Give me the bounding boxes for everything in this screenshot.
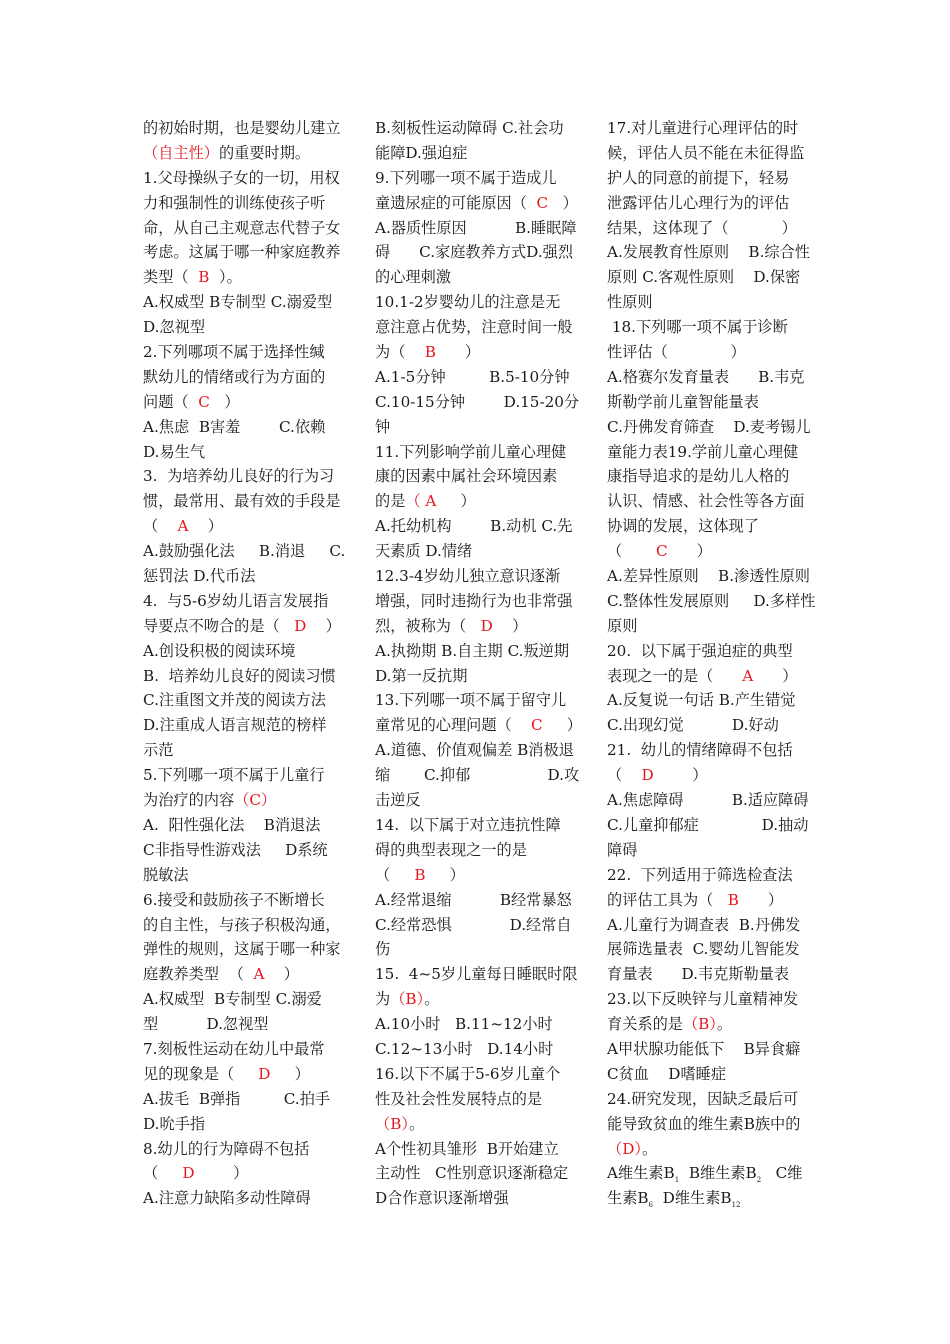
answer-mark: C xyxy=(655,542,668,561)
text-line: A.格赛尔发育量表 B.韦克 xyxy=(607,367,805,386)
text-line: 钟 xyxy=(375,417,391,436)
text-line xyxy=(375,713,587,738)
text-line xyxy=(143,1161,355,1186)
line-text: 的是 xyxy=(375,492,406,511)
text-line: 1.父母操纵子女的一切，用权 xyxy=(143,168,340,187)
line-text: 。 xyxy=(641,1139,658,1158)
text-line: A.差异性原则 B.渗透性原则 xyxy=(607,567,810,586)
text-column-left xyxy=(143,116,355,1211)
line-text: 的评估工具为（ xyxy=(607,890,728,909)
line-text: 表现之一的是（ xyxy=(607,666,743,685)
line-text: 见的现象是（ xyxy=(143,1064,259,1083)
text-line: 原则 xyxy=(607,616,638,635)
text-line: 育量表 D.韦克斯勒量表 xyxy=(607,965,790,984)
text-line xyxy=(375,489,587,514)
text-line: 性评估（ ） xyxy=(607,343,746,362)
text-line: 能障D.强迫症 xyxy=(375,143,468,162)
text-line: A.反复说一句话 B.产生错觉 xyxy=(607,691,796,710)
text-line: 示范 xyxy=(143,741,174,760)
text-line: A.创设积极的阅读环境 xyxy=(143,641,296,660)
answer-mark: A xyxy=(253,965,265,984)
text-column-right xyxy=(607,116,819,1211)
text-line: 7.刻板性运动在幼儿中最常 xyxy=(143,1039,325,1058)
text-line: C.12~13小时 D.14小时 xyxy=(375,1039,554,1058)
text-line xyxy=(607,1137,819,1162)
text-line: 5.下列哪一项不属于儿童行 xyxy=(143,766,325,785)
text-line: 惩罚法 D.代币法 xyxy=(143,567,256,586)
text-line: A. 阳性强化法 B消退法 xyxy=(143,815,321,834)
text-line: 2.下列哪项不属于选择性缄 xyxy=(143,343,325,362)
answer-mark: （自主性） xyxy=(143,143,219,162)
line-text: ） xyxy=(548,193,578,212)
answer-mark: C xyxy=(198,392,210,411)
line-text: （ xyxy=(143,1164,183,1183)
line-text: ） xyxy=(738,890,784,909)
line-text: （ xyxy=(143,517,178,536)
text-line: A.器质性原因 B.睡眠障 xyxy=(375,218,577,237)
answer-mark: B xyxy=(414,865,426,884)
text-line: 惯，最常用、最有效的手段是 xyxy=(143,492,341,511)
text-line: 的心理刺激 xyxy=(375,268,451,287)
text-line xyxy=(143,614,355,639)
line-text: B维生素B xyxy=(679,1164,757,1183)
text-line xyxy=(143,788,355,813)
text-line: D.注重成人语言规范的榜样 xyxy=(143,716,327,735)
text-line xyxy=(375,191,587,216)
text-line: 协调的发展，这体现了 xyxy=(607,517,759,536)
text-line xyxy=(375,863,587,888)
text-line xyxy=(143,265,355,290)
text-line: 康指导追求的是幼儿人格的 xyxy=(607,467,790,486)
text-line: 考虑。这属于哪一种家庭教养 xyxy=(143,243,341,262)
text-line: C贫血 D嗜睡症 xyxy=(607,1064,727,1083)
text-line: D.易生气 xyxy=(143,442,206,461)
text-line xyxy=(607,664,819,689)
text-line xyxy=(375,987,587,1012)
text-line: 6.接受和鼓励孩子不断增长 xyxy=(143,890,325,909)
line-text: （ xyxy=(375,865,415,884)
text-line: 命，从自己主观意志代替子女 xyxy=(143,218,341,237)
text-line: 弹性的规则，这属于哪一种家 xyxy=(143,940,341,959)
text-line: 结果，这体现了（ ） xyxy=(607,218,797,237)
text-line: A.执拗期 B.自主期 C.叛逆期 xyxy=(375,641,570,660)
text-line: 斯勒学前儿童智能量表 xyxy=(607,392,759,411)
text-line: 展筛选量表 C.婴幼儿智能发 xyxy=(607,940,800,959)
text-line: 11.下列影响学前儿童心理健 xyxy=(375,442,567,461)
text-line: 康的因素中属社会环境因素 xyxy=(375,467,558,486)
text-line xyxy=(143,514,355,539)
line-text: D维生素B xyxy=(653,1189,732,1208)
text-line: C.经常恐惧 D.经常自 xyxy=(375,915,572,934)
text-line xyxy=(607,539,819,564)
text-line: 力和强制性的训练使孩子听 xyxy=(143,193,326,212)
line-text: ） xyxy=(306,616,341,635)
line-text: ） xyxy=(542,716,582,735)
answer-mark: （B） xyxy=(682,1015,717,1034)
line-text: 烈，被称为（ xyxy=(375,616,481,635)
text-line: A.拔毛 B弹指 C.拍手 xyxy=(143,1089,331,1108)
text-line: 9.下列哪一项不属于造成儿 xyxy=(375,168,557,187)
answer-mark: C xyxy=(531,716,543,735)
text-line: A.10小时 B.11~12小时 xyxy=(375,1015,553,1034)
text-line: B.刻板性运动障碍 C.社会功 xyxy=(375,119,564,137)
subscript: 12 xyxy=(731,1201,741,1210)
answer-mark: （C） xyxy=(234,791,277,810)
text-line xyxy=(607,1161,819,1186)
line-text: 的重要时期。 xyxy=(218,143,311,162)
text-line: A.鼓励强化法 B.消退 C. xyxy=(143,542,346,561)
text-line: A.焦虑障碍 B.适应障碍 xyxy=(607,791,809,810)
text-line: A.1-5分钟 B.5-10分钟 xyxy=(375,367,570,386)
text-line xyxy=(375,1112,587,1137)
text-line: 碍的典型表现之一的是 xyxy=(375,840,527,859)
text-line: C.出现幻觉 D.好动 xyxy=(607,716,779,735)
answer-mark: D xyxy=(480,616,493,635)
line-text: 童常见的心理问题（ xyxy=(375,716,531,735)
line-text: ） xyxy=(435,343,481,362)
text-line: 21. 幼儿的情绪障碍不包括 xyxy=(607,741,793,760)
text-line: B. 培养幼儿良好的阅读习惯 xyxy=(143,666,336,685)
line-text: ） xyxy=(270,1064,310,1083)
text-line: 3. 为培养幼儿良好的行为习 xyxy=(143,467,335,486)
subscript: 2 xyxy=(756,1176,762,1185)
text-column-middle xyxy=(375,116,587,1211)
text-line: A.注意力缺陷多动性障碍 xyxy=(143,1189,311,1208)
text-line: 24.研究发现，因缺乏最后可 xyxy=(607,1089,799,1108)
answer-mark: （B） xyxy=(375,1114,409,1133)
text-line: C.儿童抑郁症 D.抽动 xyxy=(607,815,809,834)
text-line xyxy=(375,340,587,365)
line-text: 童遗尿症的可能原因（ xyxy=(375,193,537,212)
text-line: 18.下列哪一项不属于诊断 xyxy=(607,318,788,337)
text-line: 22. 下列适用于筛选检查法 xyxy=(607,865,793,884)
text-line: C.10-15分钟 D.15-20分 xyxy=(375,392,580,411)
text-line: A.发展教育性原则 B.综合性 xyxy=(607,243,810,262)
line-text: （ xyxy=(607,766,642,785)
text-line: 15. 4~5岁儿童每日睡眠时限 xyxy=(375,965,578,984)
text-line: D.第一反抗期 xyxy=(375,666,468,685)
line-text: 。 xyxy=(716,1015,733,1034)
line-text: ） xyxy=(492,616,528,635)
line-text: ） xyxy=(194,1164,249,1183)
text-line: 意注意占优势，注意时间一般 xyxy=(375,318,573,337)
text-line: 23.以下反映锌与儿童精神发 xyxy=(607,990,799,1009)
line-text: ） xyxy=(188,517,223,536)
text-line: 碍 C.家庭教养方式D.强烈 xyxy=(375,243,574,262)
line-text: 育关系的是 xyxy=(607,1015,683,1034)
line-text: C维 xyxy=(761,1164,803,1183)
text-line: 童能力表19.学前儿童心理健 xyxy=(607,442,799,461)
text-line xyxy=(143,962,355,987)
text-line: C.注重图文并茂的阅读方法 xyxy=(143,691,326,710)
text-line: 伤 xyxy=(375,940,391,959)
answer-mark: A xyxy=(177,517,189,536)
line-text: 。 xyxy=(424,990,440,1009)
text-line: 泄露评估儿心理行为的评估 xyxy=(607,193,790,212)
line-text: 导要点不吻合的是（ xyxy=(143,616,295,635)
line-text: ） xyxy=(653,766,708,785)
text-line: 缩 C.抑郁 D.攻 xyxy=(375,766,580,785)
text-line: D.吮手指 xyxy=(143,1114,206,1133)
text-line: A个性初具雏形 B开始建立 xyxy=(375,1139,559,1158)
text-line: 4. 与5-6岁幼儿语言发展指 xyxy=(143,591,329,610)
text-line xyxy=(607,888,819,913)
text-line: D.忽视型 xyxy=(143,318,206,337)
line-text: ） xyxy=(425,865,465,884)
text-line: 能导致贫血的维生素B族中的 xyxy=(607,1114,801,1133)
text-line: C非指导性游戏法 D系统 xyxy=(143,840,328,859)
text-line: 主动性 C性别意识逐渐稳定 xyxy=(375,1164,569,1183)
line-text: 问题（ xyxy=(143,392,199,411)
answer-mark: （ A xyxy=(405,492,437,511)
text-line xyxy=(143,1062,355,1087)
answer-mark: B xyxy=(424,343,436,362)
line-text: 类型（ xyxy=(143,268,199,287)
line-text: 为治疗的内容 xyxy=(143,791,235,810)
line-text: 。 xyxy=(408,1114,425,1133)
answer-mark: （B） xyxy=(390,990,425,1009)
answer-mark: B xyxy=(727,890,739,909)
text-line: 增强，同时违拗行为也非常强 xyxy=(375,591,573,610)
text-line xyxy=(607,1012,819,1037)
line-text: ）。 xyxy=(209,268,242,287)
text-line: 10.1-2岁婴幼儿的注意是无 xyxy=(375,293,561,312)
text-line xyxy=(607,763,819,788)
text-line: A.焦虑 B害羞 C.依赖 xyxy=(143,417,326,436)
answer-mark: D xyxy=(258,1064,271,1083)
line-text: ） xyxy=(436,492,476,511)
text-line: A.权威型 B专制型 C.溺爱型 xyxy=(143,293,333,312)
answer-mark: （D） xyxy=(607,1139,642,1158)
text-line: A.权威型 B专制型 C.溺爱 xyxy=(143,990,322,1009)
text-line: C.丹佛发育筛查 D.麦考锡儿 xyxy=(607,417,811,436)
line-text: ） xyxy=(753,666,798,685)
text-line xyxy=(143,141,355,166)
text-line: 的自主性，与孩子积极沟通， xyxy=(143,915,341,934)
line-text: ） xyxy=(264,965,299,984)
text-line: A.托幼机构 B.动机 C.先 xyxy=(375,517,573,536)
subscript-wrap xyxy=(732,1201,741,1209)
text-line: 认识、情感、社会性等各方面 xyxy=(607,492,805,511)
text-line: 击逆反 xyxy=(375,791,421,810)
line-text: 生素B xyxy=(607,1189,649,1208)
text-line xyxy=(375,614,587,639)
text-line: 性原则 xyxy=(607,293,653,312)
text-line: A.儿童行为调查表 B.丹佛发 xyxy=(607,915,801,934)
text-line: 16.以下不属于5-6岁儿童个 xyxy=(375,1064,561,1083)
text-line: 护人的同意的前提下，轻易 xyxy=(607,168,790,187)
text-line: A.经常退缩 B经常暴怒 xyxy=(375,890,572,909)
text-line: 8.幼儿的行为障碍不包括 xyxy=(143,1139,310,1158)
text-line: 默幼儿的情绪或行为方面的 xyxy=(143,367,326,386)
text-line: 天素质 D.情绪 xyxy=(375,542,473,561)
text-line: 型 D.忽视型 xyxy=(143,1015,269,1034)
subscript: 1 xyxy=(674,1176,680,1185)
text-line: D合作意识逐渐增强 xyxy=(375,1189,509,1208)
text-line: 障碍 xyxy=(607,840,638,859)
line-text: 为（ xyxy=(375,343,425,362)
answer-mark: D xyxy=(294,616,307,635)
text-line: C.整体性发展原则 D.多样性 xyxy=(607,591,816,610)
answer-mark: A xyxy=(742,666,754,685)
text-line: 脱敏法 xyxy=(143,865,189,884)
answer-mark: D xyxy=(182,1164,195,1183)
text-line xyxy=(607,1186,819,1211)
text-line: 候，评估人员不能在未征得监 xyxy=(607,143,805,162)
text-line: 17.对儿童进行心理评估的时 xyxy=(607,119,799,137)
text-line xyxy=(143,390,355,415)
text-line: 原则 C.客观性原则 D.保密 xyxy=(607,268,801,287)
text-line: A.道德、价值观偏差 B消极退 xyxy=(375,741,574,760)
text-line: 13.下列哪一项不属于留守儿 xyxy=(375,691,567,710)
text-line: 的初始时期，也是婴幼儿建立 xyxy=(143,119,341,137)
line-text: A维生素B xyxy=(607,1164,675,1183)
line-text: ） xyxy=(667,542,712,561)
line-text: （ xyxy=(607,542,656,561)
text-line: 性及社会性发展特点的是 xyxy=(375,1089,543,1108)
text-line: A甲状腺功能低下 B异食癖 xyxy=(607,1039,801,1058)
answer-mark: D xyxy=(641,766,654,785)
answer-mark: C xyxy=(536,193,549,212)
line-text: ） xyxy=(209,392,240,411)
subscript: 6 xyxy=(648,1201,654,1210)
line-text: 庭教养类型 （ xyxy=(143,965,254,984)
text-line: 14. 以下属于对立违抗性障 xyxy=(375,815,561,834)
text-line: 20. 以下属于强迫症的典型 xyxy=(607,641,793,660)
line-text: 为 xyxy=(375,990,391,1009)
answer-mark: B xyxy=(198,268,210,287)
text-line: 12.3-4岁幼儿独立意识逐渐 xyxy=(375,567,561,586)
